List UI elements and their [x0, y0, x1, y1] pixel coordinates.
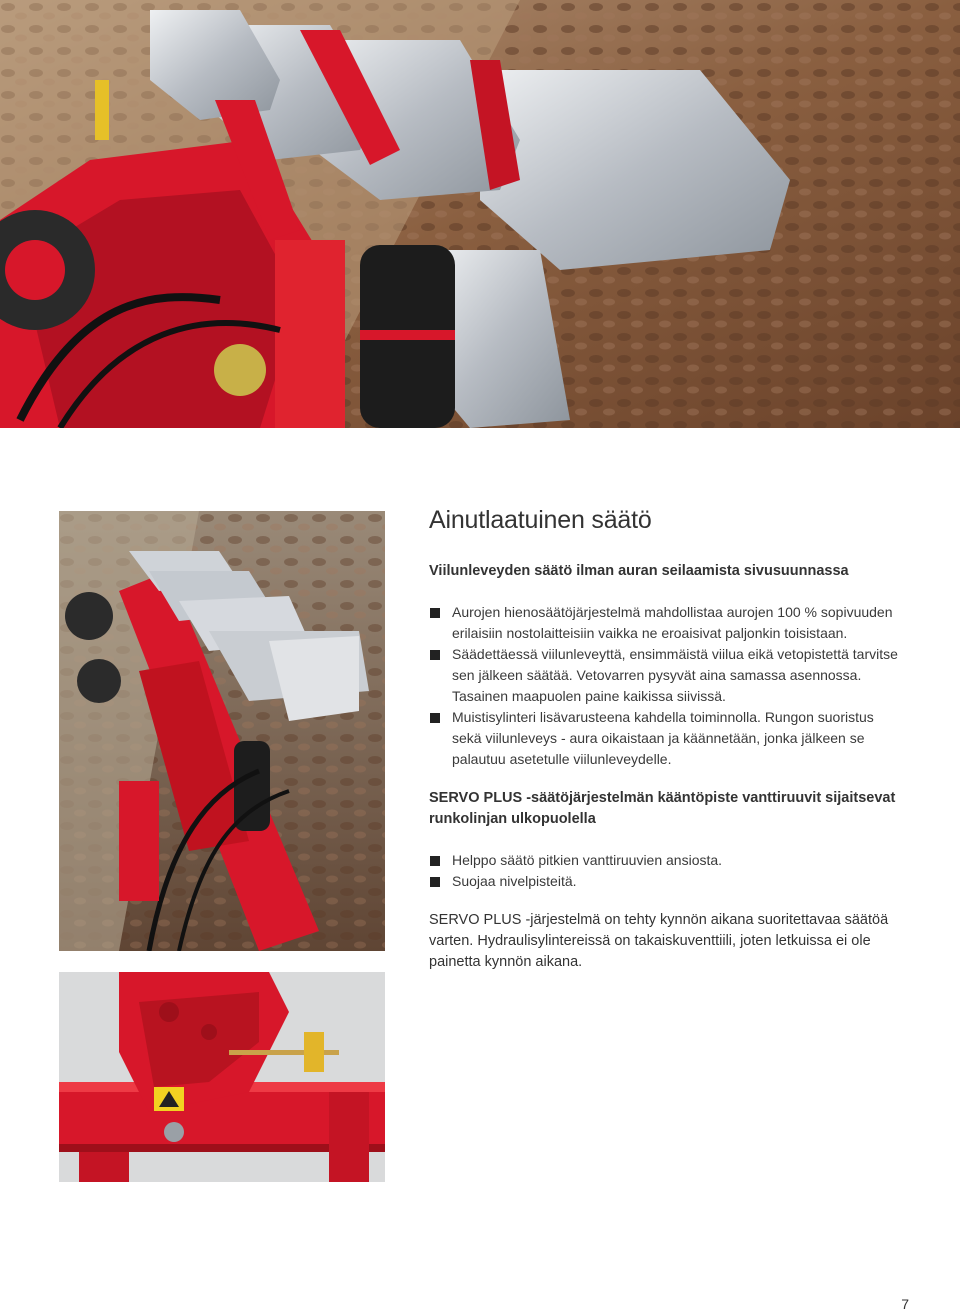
- hero-plough-photo: [0, 0, 960, 428]
- bullet-text: Säädettäessä viilunleveyttä, ensimmäistä viilua eikä vetopistettä tarvitse sen jälkeen säätää. Vetovarren pysyvät aina samassa asennossa. Tasainen maapuolen paine kaikissa siivissä.: [452, 646, 898, 704]
- bullet-text: Helppo säätö pitkien vanttiruuvien ansiosta.: [452, 852, 723, 868]
- list-item: [429, 871, 899, 892]
- bullet-square-icon: [430, 877, 440, 887]
- page-title: Ainutlaatuinen säätö: [429, 506, 652, 534]
- list-item: [429, 644, 899, 707]
- bullet-list-1: [429, 602, 899, 770]
- bullet-text: Aurojen hienosäätöjärjestelmä mahdollistaa aurojen 100 % sopivuuden erilaisiin nostolaitteisiin vaikka ne eroaisivat paljonkin toisistaan.: [452, 604, 893, 641]
- bullet-text: Muistisylinteri lisävarusteena kahdella toiminnolla. Rungon suoristus sekä viilunleveys - aura oikaistaan ja käännetään, jonka jälkeen se palautuu asetetulle viilunleveydelle.: [452, 709, 874, 767]
- list-item: [429, 707, 899, 770]
- body-paragraph: SERVO PLUS -järjestelmä on tehty kynnön aikana suoritettavaa säätöä varten. Hydraulisylintereissä on takaiskuventtiili, joten letkuissa ei ole painetta kynnön aikana.: [429, 912, 889, 970]
- bullet-square-icon: [430, 713, 440, 723]
- page-number: 7: [901, 1296, 909, 1312]
- list-item: [429, 850, 899, 871]
- bullet-square-icon: [430, 856, 440, 866]
- bullet-square-icon: [430, 650, 440, 660]
- bullet-text: Suojaa nivelpisteitä.: [452, 873, 577, 889]
- section-heading-1: Viilunleveyden säätö ilman auran seilaamista sivusuunnassa: [429, 563, 849, 579]
- bullet-square-icon: [430, 608, 440, 618]
- article-content: [429, 506, 899, 973]
- list-item: [429, 602, 899, 644]
- frame-detail-photo: [59, 972, 385, 1182]
- section-heading-2: SERVO PLUS -säätöjärjestelmän kääntöpiste vanttiruuvit sijaitsevat runkolinjan ulkopuolella: [429, 790, 896, 827]
- bullet-list-2: [429, 850, 899, 892]
- field-plough-photo: [59, 511, 385, 951]
